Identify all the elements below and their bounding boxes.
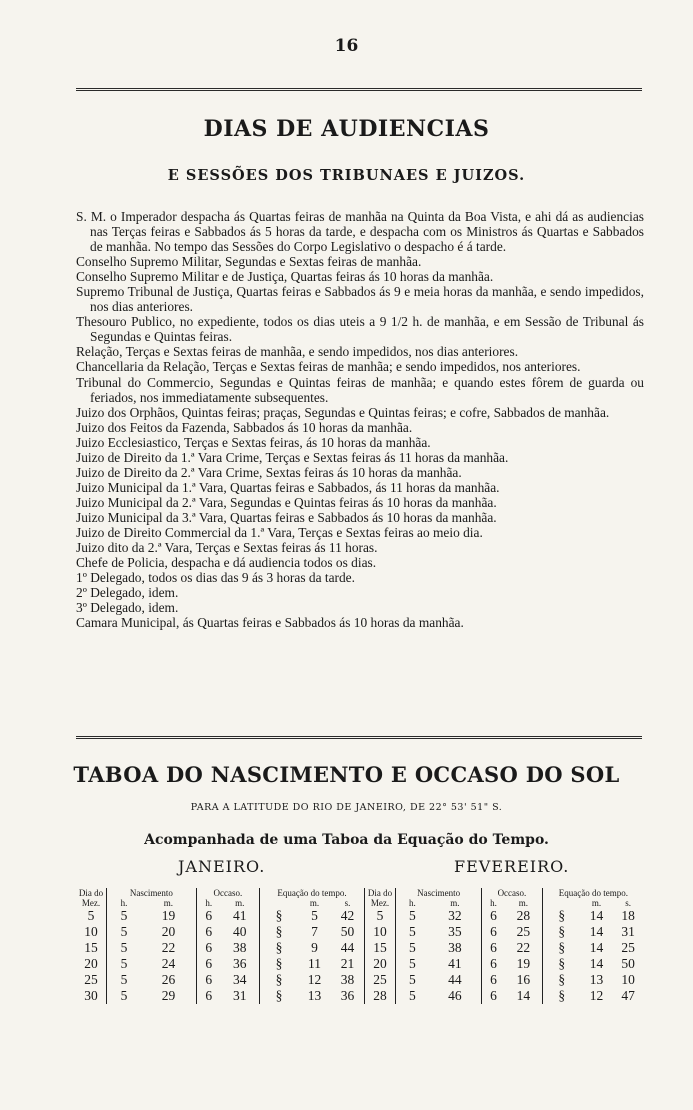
equation-second: 10 bbox=[621, 972, 635, 987]
sunset-hour: 6 bbox=[196, 972, 220, 988]
sunrise-minute: 26 bbox=[161, 972, 176, 987]
unit-header bbox=[260, 898, 299, 908]
month-title-janeiro: JANEIRO. bbox=[178, 857, 266, 876]
sunset-hour: 6 bbox=[196, 908, 220, 924]
table-row bbox=[76, 908, 364, 924]
audience-entry: 2º Delegado, idem. bbox=[76, 585, 179, 601]
sunrise-minute: 32 bbox=[448, 908, 462, 923]
audience-entry: S. M. o Imperador despacha ás Quartas feiras de manhãa na Quinta da Boa Vista, e ahi dá as audiencias nas Terças feiras e Sabbados ás 5 horas da tarde, e despacha com os Ministros ás Quartas e Sabbados de manhãa. No tempo das Sessões do Corpo Legislativo o despacho é á tarde. bbox=[76, 209, 644, 255]
table-row bbox=[365, 924, 645, 940]
equation-sign: § bbox=[260, 988, 299, 1004]
equation-sign: § bbox=[542, 908, 581, 924]
table-row bbox=[76, 956, 364, 972]
equation-sign: § bbox=[260, 956, 299, 972]
day-cell: 28 bbox=[365, 988, 396, 1004]
equation-sign: § bbox=[542, 956, 581, 972]
sunrise-minute: 38 bbox=[448, 940, 462, 955]
audience-entry: Juizo dito da 2.ª Vara, Terças e Sextas feiras ás 11 horas. bbox=[76, 540, 378, 556]
audience-entry: 1º Delegado, todos os dias das 9 ás 3 horas da tarde. bbox=[76, 570, 355, 586]
table-note: Acompanhada de uma Taboa da Equação do Tempo. bbox=[144, 832, 549, 848]
equation-second: 31 bbox=[621, 924, 635, 939]
table-subtitle: PARA A LATITUDE DO RIO DE JANEIRO, DE 22° 53' 51" S. bbox=[190, 802, 503, 813]
sunrise-hour: 5 bbox=[107, 924, 142, 940]
sunset-hour: 6 bbox=[196, 988, 220, 1004]
equation-second: 18 bbox=[621, 908, 635, 923]
day-cell: 20 bbox=[365, 956, 396, 972]
table-row bbox=[76, 924, 364, 940]
equation-minute: 14 bbox=[589, 956, 604, 971]
sunrise-hour: 5 bbox=[396, 924, 429, 940]
sunset-header: Occaso. bbox=[196, 888, 259, 898]
page-subtitle: E SESSÕES DOS TRIBUNAES E JUIZOS. bbox=[167, 167, 526, 184]
sunrise-minute: 20 bbox=[161, 924, 176, 939]
unit-header: h. bbox=[482, 898, 505, 908]
equation-second: 47 bbox=[621, 988, 635, 1003]
sunrise-minute: 24 bbox=[161, 956, 176, 971]
sunrise-hour: 5 bbox=[107, 908, 142, 924]
table-title: TABOA DO NASCIMENTO E OCCASO DO SOL bbox=[73, 762, 620, 787]
table-row bbox=[365, 940, 645, 956]
unit-header: h. bbox=[107, 898, 142, 908]
sunrise-minute: 19 bbox=[161, 908, 176, 923]
unit-header: s. bbox=[344, 898, 351, 908]
equation-minute: 14 bbox=[589, 940, 604, 955]
unit-header: m. bbox=[163, 898, 174, 908]
equation-second: 25 bbox=[621, 940, 635, 955]
sunset-minute: 38 bbox=[233, 940, 247, 955]
sunrise-hour: 5 bbox=[107, 940, 142, 956]
audience-entry: Juizo Municipal da 1.ª Vara, Quartas feiras e Sabbados, ás 11 horas da manhãa. bbox=[76, 479, 500, 495]
equation-sign: § bbox=[260, 940, 299, 956]
audience-entry: Juizo Municipal da 3.ª Vara, Quartas feiras e Sabbados ás 10 horas da manhãa. bbox=[76, 509, 497, 525]
equation-sign: § bbox=[542, 988, 581, 1004]
sunset-hour: 6 bbox=[482, 972, 505, 988]
day-cell: 15 bbox=[84, 940, 98, 955]
equation-minute: 13 bbox=[589, 972, 604, 987]
sun-table-fevereiro bbox=[364, 888, 644, 1004]
sunset-hour: 6 bbox=[482, 908, 505, 924]
sunset-minute: 14 bbox=[516, 988, 531, 1003]
month-title-fevereiro: FEVEREIRO. bbox=[454, 857, 570, 876]
sunset-minute: 31 bbox=[233, 988, 247, 1003]
audience-entry: 3º Delegado, idem. bbox=[76, 600, 179, 616]
equation-second: 38 bbox=[340, 972, 355, 987]
sunrise-hour: 5 bbox=[396, 956, 429, 972]
equation-second: 50 bbox=[340, 924, 355, 939]
day-cell: 20 bbox=[84, 956, 98, 971]
unit-header: m. bbox=[591, 898, 602, 908]
audience-entry: Chancellaria da Relação, Terças e Sextas feiras de manhãa; e sendo impedidos, nos anteriores. bbox=[76, 359, 581, 375]
sunrise-hour: 5 bbox=[396, 940, 429, 956]
page-title: DIAS DE AUDIENCIAS bbox=[203, 116, 490, 142]
audience-entry: Relação, Terças e Sextas feiras de manhãa, e sendo impedidos, nos dias anteriores. bbox=[76, 344, 519, 360]
day-header: Dia do Mez. bbox=[78, 888, 104, 908]
audience-entry: Juizo de Direito da 2.ª Vara Crime, Sextas feiras ás 10 horas da manhãa. bbox=[76, 464, 462, 480]
equation-sign: § bbox=[260, 972, 299, 988]
sunset-hour: 6 bbox=[482, 956, 505, 972]
day-cell: 10 bbox=[365, 924, 396, 940]
sun-table-janeiro bbox=[76, 888, 364, 1004]
page-number: 16 bbox=[334, 36, 359, 56]
audience-entry: Juizo dos Orphãos, Quintas feiras; praças, Segundas e Quintas feiras; e cofre, Sabbados de manhãa. bbox=[76, 404, 610, 420]
sunrise-hour: 5 bbox=[107, 972, 142, 988]
sunset-minute: 28 bbox=[516, 908, 531, 923]
day-cell: 5 bbox=[87, 908, 95, 923]
table-row bbox=[76, 972, 364, 988]
equation-sign: § bbox=[260, 908, 299, 924]
audience-entry: Supremo Tribunal de Justiça, Quartas feiras e Sabbados ás 9 e meia horas da manhãa, e sendo impedidos, nos dias anteriores. bbox=[76, 284, 644, 315]
equation-minute: 14 bbox=[589, 924, 604, 939]
table-row bbox=[365, 956, 645, 972]
day-cell: 30 bbox=[84, 988, 98, 1003]
top-divider bbox=[76, 88, 642, 91]
sunrise-hour: 5 bbox=[107, 956, 142, 972]
table-row bbox=[365, 988, 645, 1004]
sunrise-hour: 5 bbox=[107, 988, 142, 1004]
table-row bbox=[365, 972, 645, 988]
sunrise-hour: 5 bbox=[396, 988, 429, 1004]
audience-entry: Juizo Ecclesiastico, Terças e Sextas feiras, ás 10 horas da manhãa. bbox=[76, 434, 431, 450]
equation-minute: 7 bbox=[311, 924, 318, 939]
sunrise-hour: 5 bbox=[396, 908, 429, 924]
sunrise-hour: 5 bbox=[396, 972, 429, 988]
audience-entry: Thesouro Publico, no expediente, todos os dias uteis a 9 1/2 h. de manhãa, e em Sessão de Tribunal ás Segundas e Quintas feiras. bbox=[76, 314, 644, 345]
sunrise-minute: 41 bbox=[448, 956, 462, 971]
audience-entry: Conselho Supremo Militar e de Justiça, Quartas feiras ás 10 horas da manhãa. bbox=[76, 269, 494, 285]
sunrise-minute: 44 bbox=[448, 972, 462, 987]
equation-minute: 5 bbox=[311, 908, 318, 923]
equation-second: 44 bbox=[340, 940, 355, 955]
sunset-hour: 6 bbox=[482, 988, 505, 1004]
audience-entry: Chefe de Policia, despacha e dá audiencia todos os dias. bbox=[76, 555, 377, 571]
equation-minute: 12 bbox=[589, 988, 604, 1003]
equation-sign: § bbox=[260, 924, 299, 940]
sunset-hour: 6 bbox=[482, 924, 505, 940]
day-cell: 5 bbox=[365, 908, 396, 924]
sunset-minute: 19 bbox=[516, 956, 531, 971]
equation-sign: § bbox=[542, 972, 581, 988]
day-cell: 15 bbox=[365, 940, 396, 956]
unit-header bbox=[542, 898, 581, 908]
equation-sign: § bbox=[542, 940, 581, 956]
equation-minute: 14 bbox=[589, 908, 604, 923]
day-header: Dia do Mez. bbox=[365, 888, 396, 908]
sunset-minute: 34 bbox=[233, 972, 247, 987]
audience-entry: Juizo de Direito Commercial da 1.ª Vara, Terças e Sextas feiras ao meio dia. bbox=[76, 524, 483, 540]
unit-header: m. bbox=[518, 898, 528, 908]
sunrise-minute: 22 bbox=[161, 940, 176, 955]
day-cell: 10 bbox=[84, 924, 98, 939]
equation-minute: 13 bbox=[307, 988, 322, 1003]
table-row bbox=[365, 908, 645, 924]
unit-header: s. bbox=[625, 898, 632, 908]
sunrise-minute: 35 bbox=[448, 924, 462, 939]
sunset-minute: 36 bbox=[233, 956, 247, 971]
day-cell: 25 bbox=[84, 972, 98, 987]
equation-minute: 12 bbox=[307, 972, 322, 987]
audiences-list bbox=[76, 209, 644, 630]
sunset-header: Occaso. bbox=[482, 888, 543, 898]
unit-header: m. bbox=[235, 898, 245, 908]
sunset-minute: 41 bbox=[233, 908, 247, 923]
audience-entry: Tribunal do Commercio, Segundas e Quintas feiras de manhãa; e quando estes fôrem de guarda ou feriados, nos immediatamente subsequentes. bbox=[76, 374, 644, 405]
equation-header: Equação do tempo. bbox=[542, 888, 644, 898]
equation-second: 50 bbox=[621, 956, 635, 971]
equation-second: 21 bbox=[340, 956, 355, 971]
sunset-hour: 6 bbox=[482, 940, 505, 956]
equation-minute: 9 bbox=[311, 940, 318, 955]
audience-entry: Conselho Supremo Militar, Segundas e Sextas feiras de manhãa. bbox=[76, 254, 422, 270]
audience-entry: Camara Municipal, ás Quartas feiras e Sabbados ás 10 horas da manhãa. bbox=[76, 615, 464, 631]
sunset-minute: 40 bbox=[233, 924, 247, 939]
equation-sign: § bbox=[542, 924, 581, 940]
sunset-hour: 6 bbox=[196, 940, 220, 956]
equation-minute: 11 bbox=[307, 956, 321, 971]
sunset-hour: 6 bbox=[196, 956, 220, 972]
audience-entry: Juizo Municipal da 2.ª Vara, Segundas e Quintas feiras ás 10 horas da manhãa. bbox=[76, 494, 497, 510]
unit-header: m. bbox=[450, 898, 460, 908]
equation-second: 36 bbox=[340, 988, 355, 1003]
equation-second: 42 bbox=[340, 908, 355, 923]
sunset-minute: 16 bbox=[516, 972, 531, 987]
middle-divider bbox=[76, 736, 642, 739]
unit-header: h. bbox=[196, 898, 220, 908]
sunset-hour: 6 bbox=[196, 924, 220, 940]
equation-header: Equação do tempo. bbox=[260, 888, 365, 898]
audience-entry: Juizo dos Feitos da Fazenda, Sabbados ás 10 horas da manhãa. bbox=[76, 419, 413, 435]
sunrise-minute: 46 bbox=[448, 988, 462, 1003]
table-row bbox=[76, 988, 364, 1004]
audience-entry: Juizo de Direito da 1.ª Vara Crime, Terças e Sextas feiras ás 11 horas da manhãa. bbox=[76, 449, 509, 465]
day-cell: 25 bbox=[365, 972, 396, 988]
sunrise-minute: 29 bbox=[161, 988, 176, 1003]
sunrise-header: Nascimento bbox=[396, 888, 482, 898]
unit-header: h. bbox=[396, 898, 429, 908]
unit-header: m. bbox=[309, 898, 320, 908]
sunrise-header: Nascimento bbox=[107, 888, 197, 898]
sunset-minute: 25 bbox=[516, 924, 531, 939]
sunset-minute: 22 bbox=[516, 940, 531, 955]
table-row bbox=[76, 940, 364, 956]
